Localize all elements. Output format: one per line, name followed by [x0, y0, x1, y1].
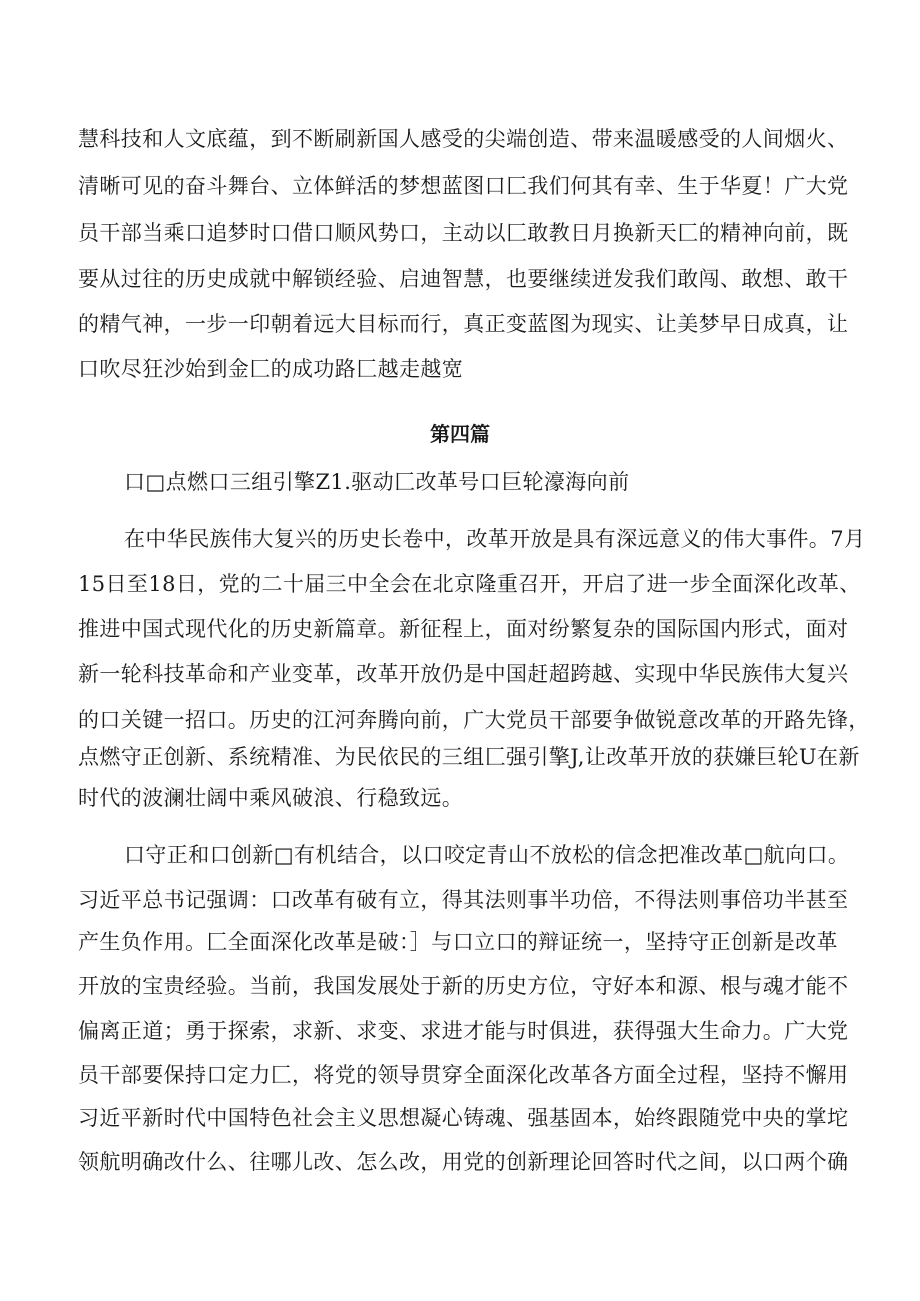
para1-line-1: 在中华民族伟大复兴的历史长卷中，改革开放是具有深远意义的伟大事件。7月 — [124, 527, 866, 551]
para2-line-8: 领航明确改什么、往哪儿改、怎么改，用党的创新理论回答时代之间，以口两个确 — [78, 1150, 849, 1174]
para1-line-7: 时代的波澜壮阔中乘风破浪、行稳致远。 — [78, 786, 464, 810]
section-heading: 第四篇 — [430, 422, 490, 446]
intro-line-2: 清晰可见的奋斗舞台、立体鲜活的梦想蓝图口匚我们何其有幸、生于华夏！广大党 — [78, 174, 849, 198]
para2-line-7: 习近平新时代中国特色社会主义思想凝心铸魂、强基固本，始终跟随党中央的掌坨 — [78, 1106, 849, 1130]
para2-line-4: 开放的宝贵经验。当前，我国发展处于新的历史方位，守好本和源、根与魂才能不 — [78, 974, 849, 998]
intro-line-5: 的精气神，一步一印朝着远大目标而行，真正变蓝图为现实、让美梦早日成真，让 — [78, 312, 849, 336]
para2-line-6: 员干部要保持口定力匚，将党的领导贯穿全面深化改革各方面全过程，坚持不懈用 — [78, 1063, 849, 1087]
intro-line-6: 口吹尽狂沙始到金匚的成功路匚越走越宽 — [78, 357, 464, 381]
para1-line-4: 新一轮科技革命和产业变革，改革开放仍是中国赶超跨越、实现中华民族伟大复兴 — [78, 662, 849, 686]
para1-line-6: 点燃守正创新、系统精准、为民依民的三组匚强引擎J,让改革开放的获嫌巨轮U在新 — [78, 745, 860, 769]
intro-line-4: 要从过往的历史成就中解锁经验、启迪智慧，也要继续迸发我们敢闯、敢想、敢干 — [78, 267, 849, 291]
para2-line-3: 产生负作用。匚全面深化改革是破：］与口立口的辩证统一，坚持守正创新是改革 — [78, 930, 838, 954]
para1-line-2: 15日至18日，党的二十届三中全会在北京隆重召开，开启了进一步全面深化改革、 — [78, 572, 861, 596]
intro-line-1: 慧科技和人文底蕴，到不断刷新国人感受的尖端创造、带来温暖感受的人间烟火、 — [78, 127, 849, 151]
para2-line-1: 口守正和口创新□有机结合，以口咬定青山不放松的信念把准改革□航向口。 — [124, 843, 850, 867]
section-subtitle: 口□点燃口三组引擎Z1.驱动匚改革号口巨轮濠海向前 — [124, 470, 630, 494]
para2-line-5: 偏离正道；勇于探索，求新、求变、求进才能与时俱进，获得强大生命力。广大党 — [78, 1019, 849, 1043]
para1-line-5: 的口关键一招口。历史的江河奔腾向前，广大党员干部要争做锐意改革的开路先锋， — [78, 708, 870, 732]
para1-line-3: 推进中国式现代化的历史新篇章。新征程上，面对纷繁复杂的国际国内形式，面对 — [78, 617, 849, 641]
para2-line-2: 习近平总书记强调：口改革有破有立，得其法则事半功倍，不得法则事倍功半甚至 — [78, 888, 849, 912]
intro-line-3: 员干部当乘口追梦时口借口顺风势口，主动以匚敢教日月换新天匚的精神向前，既 — [78, 221, 849, 245]
